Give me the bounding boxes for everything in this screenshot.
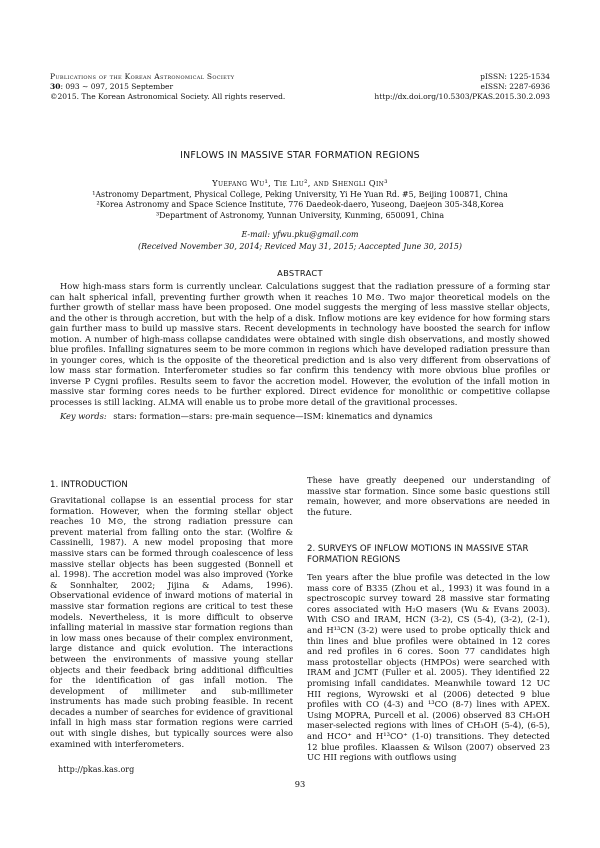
- section-1-paragraph-continued: These have greatly deepened our understanding of massive star formation. Since some basic questions still remain, however, and more observations are needed in the future.: [307, 475, 550, 517]
- affiliation-3: ³Department of Astronomy, Yunnan University, Kunming, 650091, China: [155, 210, 445, 220]
- author-email: E-mail: yfwu.pku@gmail.com: [241, 230, 359, 239]
- keywords-text: stars: formation—stars: pre-main sequence—ISM: kinematics and dynamics: [113, 411, 433, 421]
- section-1-heading: 1. INTRODUCTION: [50, 480, 128, 490]
- abstract-heading: ABSTRACT: [277, 268, 323, 278]
- affiliation-2: ²Korea Astronomy and Space Science Institute, 776 Daedeok-daero, Yuseong, Daejeon 305-348,Korea: [96, 200, 504, 210]
- authors: Yuefang Wu¹, Tie Liu², and Shengli Qin³: [212, 178, 388, 188]
- page-number: 93: [294, 779, 306, 789]
- issn-block: [330, 72, 550, 102]
- journal-name: Publications of the Korean Astronomical Society: [50, 72, 235, 81]
- affiliation-1: ¹Astronomy Department, Physical College, Peking University, Yi He Yuan Rd. #5, Beijing 100871, China: [92, 190, 508, 199]
- pages-date: : 093 ∼ 097, 2015 September: [60, 82, 174, 91]
- volume-number: 30: [50, 82, 61, 91]
- section-2-heading: 2. SURVEYS OF INFLOW MOTIONS IN MASSIVE STAR FORMATION REGIONS: [307, 544, 529, 565]
- affiliations: [40, 190, 560, 221]
- section-1-paragraph: Gravitational collapse is an essential process for star formation. However, when the forming stellar object reaches 10 M⊙, the strong radiation pressure can prevent material from falling onto the star. (Wolfire & Cassinelli, 1987). A new model proposing that more massive stars can be formed through coalescence of less massive stellar objects has been suggested (Bonnell et al. 1998). The accretion model was also improved (Yorke & Sonnhalter, 2002; Jijina & Adams, 1996). Observational evidence of inward motions of material in massive star formation regions are critical to test these models. Nevertheless, it is more difficult to observe infalling material in massive star formation regions than in low mass ones because of their complex environment, large distance and quick evolution. The interactions between the environments of massive young stellar objects and their feedback bring additional difficulties for the identification of gas infall motion. The development of millimeter and sub-millimeter instruments has made such probing feasible. In recent decades a number of searches for evidence of gravitional infall in high mass star formation regions were carried out with single dishes, but typically sources were also examined with interferometers.: [50, 495, 293, 749]
- received-dates: (Received November 30, 2014; Reviced May 31, 2015; Aaccepted June 30, 2015): [138, 242, 462, 251]
- abstract-text: How high-mass stars form is currently unclear. Calculations suggest that the radiation pressure of a forming star can halt spherical infall, preventing further growth when it reaches 10 M⊙. Two major theoretical models on the further growth of stellar mass have been proposed. One model suggests the merging of less massive stellar objects, and the other is through accretion, but with the help of a disk. Inflow motions are key evidence for how forming stars gain further mass to build up massive stars. Recent developments in technology have boosted the search for inflow motion. A number of high-mass collapse candidates were obtained with single dish observations, and mostly showed blue profiles. Infalling signatures seem to be more common in regions which have developed radiation pressure than in younger cores, which is the opposite of the theoretical prediction and is also very different from observations of low mass star formation. Interferometer studies so far confirm this tendency with more obvious blue profiles or inverse P Cygni profiles. Results seem to favor the accretion model. However, the evolution of the infall motion in massive star forming cores needs to be further explored. Direct evidence for monolithic or competitive collapse processes is still lacking. ALMA will enable us to probe more detail of the gravitional processes.: [50, 281, 550, 408]
- eissn: eISSN: 2287-6936: [480, 82, 550, 91]
- section-2-paragraph: Ten years after the blue profile was detected in the low mass core of B335 (Zhou et al., 1993) it was found in a spectroscopic survey toward 28 massive star formating cores associated with H₂O masers (Wu & Evans 2003). With CSO and IRAM, HCN (3-2), CS (5-4), (3-2), (2-1), and H¹³CN (3-2) were used to probe optically thick and thin lines and blue profiles were obtained in 12 cores and red profiles in 6 cores. Soon 77 candidates high mass protostellar objects (HMPOs) were searched with IRAM and JCMT (Fuller et al. 2005). They identified 22 promising infall candidates. Meanwhile toward 12 UC HII regions, Wyrowski et al (2006) detected 9 blue profiles with CO (4-3) and ¹³CO (8-7) lines with APEX. Using MOPRA, Purcell et al. (2006) observed 83 CH₃OH maser-selected regions with lines of CH₃OH (5-4), (6-5), and HCO⁺ and H¹³CO⁺ (1-0) transitions. They detected 12 blue profiles. Klaassen & Wilson (2007) observed 23 UC HII regions with outflows using: [307, 572, 550, 763]
- footer-url[interactable]: http://pkas.kas.org: [58, 765, 135, 774]
- copyright: ©2015. The Korean Astronomical Society. All rights reserved.: [50, 92, 286, 101]
- keywords: [60, 411, 550, 421]
- paper-title: INFLOWS IN MASSIVE STAR FORMATION REGIONS: [180, 150, 420, 161]
- doi-link[interactable]: http://dx.doi.org/10.5303/PKAS.2015.30.2.093: [374, 92, 550, 101]
- keywords-label: Key words:: [60, 411, 107, 421]
- pissn: pISSN: 1225-1534: [480, 72, 550, 81]
